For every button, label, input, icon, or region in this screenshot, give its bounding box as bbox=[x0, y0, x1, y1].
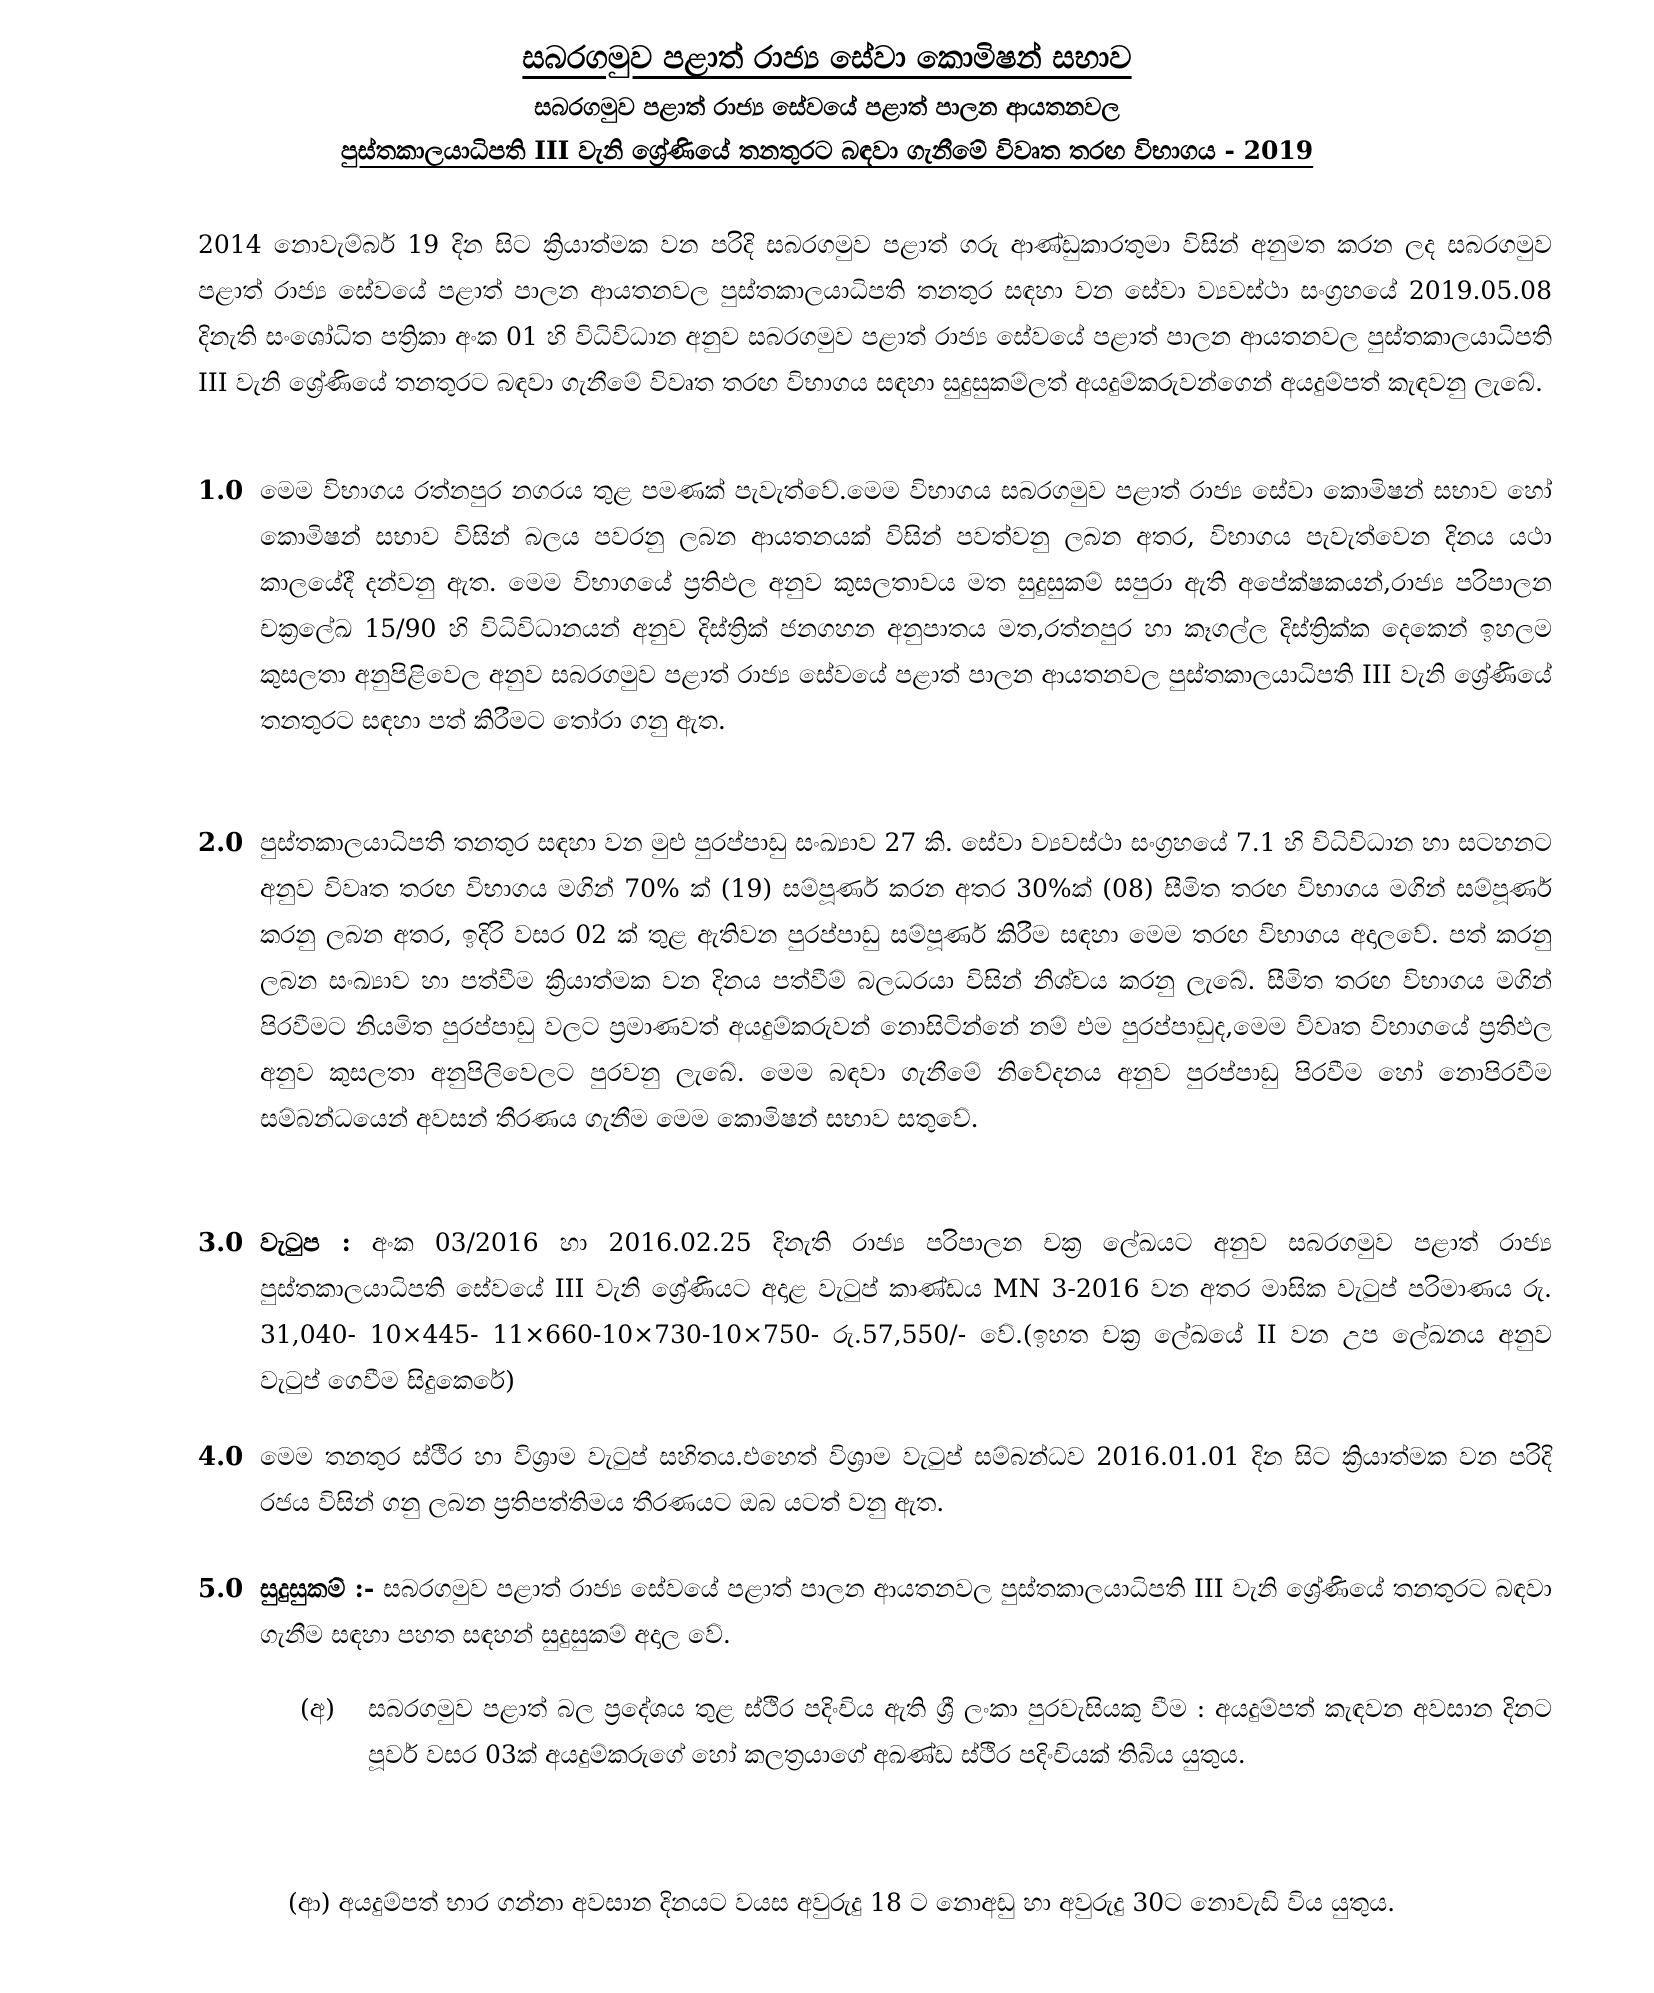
document-subtitle: සබරගමුව පළාත් රාජ්‍ය සේවයේ පළාත් පාලන ආයතනවල bbox=[534, 92, 1120, 121]
sub-item-a bbox=[300, 1686, 1552, 1778]
section-2 bbox=[198, 820, 1552, 1142]
section-number: 5.0 bbox=[198, 1574, 244, 1604]
section-text: අංක 03/2016 හා 2016.02.25 දිනැති රාජ්‍ය පරිපාලන චක්‍ර ලේඛයට අනුව සබරගමුව පළාත් රාජ්‍ය පුස්තකාලයාධිපති සේවයේ III වැනි ශ්‍රේණියට අදාළ වැටුප් කාණ්ඩය MN 3-2016 වන අතර මාසික වැටුප් පරිමාණය රු. 31,040- 10×445- 11×660-10×730-10×750- රු.57,550/- වේ.(ඉහත චක්‍ර ලේඛයේ II වන උප ලේඛනය අනුව වැටුප් ගෙවීම සිදුකෙරේ) bbox=[260, 1228, 1552, 1395]
section-number: 1.0 bbox=[198, 476, 244, 506]
section-1 bbox=[198, 468, 1552, 744]
sub-item-text: සබරගමුව පළාත් බල ප්‍රදේශය තුළ ස්ථිර පදිංචිය ඇති ශ්‍රී ලංකා පුරවැසියකු වීම : අයදුම්පත් කැඳවන අවසාන දිනට පූර්ව වසර 03ක් අයදුම්කරුගේ හෝ කලත්‍රයාගේ අඛණ්ඩ ස්ථිර පදිංචියක් තිබිය යුතුය. bbox=[368, 1694, 1552, 1769]
section-number: 2.0 bbox=[198, 828, 244, 858]
section-number: 4.0 bbox=[198, 1442, 244, 1472]
section-3 bbox=[198, 1220, 1552, 1404]
section-5 bbox=[198, 1566, 1552, 1658]
sub-item-mark: (අ) bbox=[300, 1694, 335, 1723]
section-keyword: සුදුසුකම් :- bbox=[260, 1574, 375, 1603]
document-title: සබරගමුව පළාත් රාජ්‍ය සේවා කොමිෂන් සභාව bbox=[522, 40, 1132, 76]
section-body bbox=[260, 1220, 1552, 1404]
sub-item-content bbox=[288, 1880, 1552, 1926]
section-body: මෙම විභාගය රත්නපුර නගරය තුළ පමණක් පැවැත්වේ.මෙම විභාගය සබරගමුව පළාත් රාජ්‍ය සේවා කොමිෂන් සභාව හෝ කොමිෂන් සභාව විසින් බලය පවරනු ලබන ආයතනයක් විසින් පවත්වනු ලබන අතර, විභාගය පැවැත්වෙන දිනය යථා කාලයේදී දන්වනු ඇත. මෙම විභාගයේ ප්‍රතිඵල අනුව කුසලතාවය මත සුදුසුකම් සපුරා ඇති අපේක්ෂකයන්,රාජ්‍ය පරිපාලන චක්‍රලේඛ 15/90 හි විධිවිධානයන් අනුව දිස්ත්‍රික් ජනගහන අනුපාතය මත,රත්නපුර හා කෑගල්ල දිස්ත්‍රික්ක දෙකෙන් ඉහලම කුසලතා අනුපිළිවෙල අනුව සබරගමුව පළාත් රාජ්‍ය සේවයේ පළාත් පාලන ආයතනවල පුස්තකාලයාධිපති III වැනි ශ්‍රේණියේ තනතුරට සඳහා පත් කිරීමට තෝරා ගනු ඇත. bbox=[260, 476, 1552, 735]
section-body: මෙම තනතුර ස්ථිර හා විශ්‍රාම වැටුප් සහිතය.එහෙත් විශ්‍රාම වැටුප් සම්බන්ධව 2016.01.01 දින සිට ක්‍රියාත්මක වන පරිදි රජය විසින් ගනු ලබන ප්‍රතිපත්තිමය තීරණයට ඔබ යටත් වනු ඇත. bbox=[260, 1442, 1552, 1517]
section-body: පුස්තකාලයාධිපති තනතුර සඳහා වන මුළු පුරප්පාඩු සංඛ්‍යාව 27 කි. සේවා ව්‍යවස්ථා සංග්‍රහයේ 7.1 හි විධිවිධාන හා සටහනට අනුව විවෘත තරඟ විභාගය මගින් 70% ක් (19) සම්පූර්ණ කරන අතර 30%ක් (08) සීමිත තරඟ විභාගය මගින් සම්පූර්ණ කරනු ලබන අතර, ඉදිරි වසර 02 ක් තුළ ඇතිවන පුරප්පාඩු සම්පූර්ණ කිරීම සඳහා මෙම තරඟ විභාගය අදාලවේ. පත් කරනු ලබන සංඛ්‍යාව හා පත්වීම ක්‍රියාත්මක වන දිනය පත්වීම් බලධරයා විසින් නිශ්චය කරනු ලැබේ. සීමිත තරඟ විභාගය මගින් පිරවීමට නියමිත පුරප්පාඩු වලට ප්‍රමාණවත් අයදුම්කරුවන් නොසිටින්නේ නම් එම පුරප්පාඩුද,මෙම විවෘත විභාගයේ ප්‍රතිඵල අනුව කුසලතා අනුපිලිවෙලට පුරවනු ලැබේ. මෙම බඳවා ගැනීමේ නිවේදනය අනුව පුරප්පාඩු පිරවීම හෝ නොපිරවීම සම්බන්ධයෙන් අවසන් තීරණය ගැනීම මෙම කොමිෂන් සභාව සතුවේ. bbox=[260, 828, 1552, 1133]
section-body bbox=[260, 1566, 1552, 1658]
section-text: සබරගමුව පළාත් රාජ්‍ය සේවයේ පළාත් පාලන ආයතනවල පුස්තකාලයාධිපති III වැනි ශ්‍රේණියේ තනතුරට බඳවා ගැනීම සඳහා පහත සඳහන් සුදුසුකම් අදාල වේ. bbox=[260, 1574, 1552, 1649]
sub-item-b bbox=[288, 1880, 1552, 1926]
section-number: 3.0 bbox=[198, 1228, 244, 1258]
sub-item-text: අයදුම්පත් භාර ගන්නා අවසාන දිනයට වයස අවුරුදු 18 ට නොඅඩු හා අවුරුදු 30ට නොවැඩි විය යුතුය. bbox=[338, 1888, 1396, 1917]
section-keyword: වැටුප : bbox=[260, 1228, 351, 1257]
exam-title: පුස්තකාලයාධිපති III වැනි ශ්‍රේණියේ තනතුරට බඳවා ගැනීමේ විවෘත තරඟ විභාගය - 2019 bbox=[340, 136, 1314, 165]
section-4 bbox=[198, 1434, 1552, 1526]
intro-paragraph: 2014 නොවැම්බර් 19 දින සිට ක්‍රියාත්මක වන පරිදි සබරගමුව පළාත් ගරු ආණ්ඩුකාරතුමා විසින් අනුමත කරන ලද සබරගමුව පළාත් රාජ්‍ය සේවයේ පළාත් පාලන ආයතනවල පුස්තකාලයාධිපති තනතුර සඳහා වන සේවා ව්‍යවස්ථා සංග්‍රහයේ 2019.05.08 දිනැති සංශෝධිත පත්‍රිකා අංක 01 හි විධිවිධාන අනුව සබරගමුව පළාත් රාජ්‍ය සේවයේ පළාත් පාලන ආයතනවල පුස්තකාලයාධිපති III වැනි ශ්‍රේණියේ තනතුරට බඳවා ගැනීමේ විවෘත තරඟ විභාගය සඳහා සුදුසුකම්ලත් අයදුම්කරුවන්ගෙන් අයදුම්පත් කැඳවනු ලැබේ. bbox=[198, 230, 1552, 397]
sub-item-mark: (ආ) bbox=[288, 1888, 331, 1917]
